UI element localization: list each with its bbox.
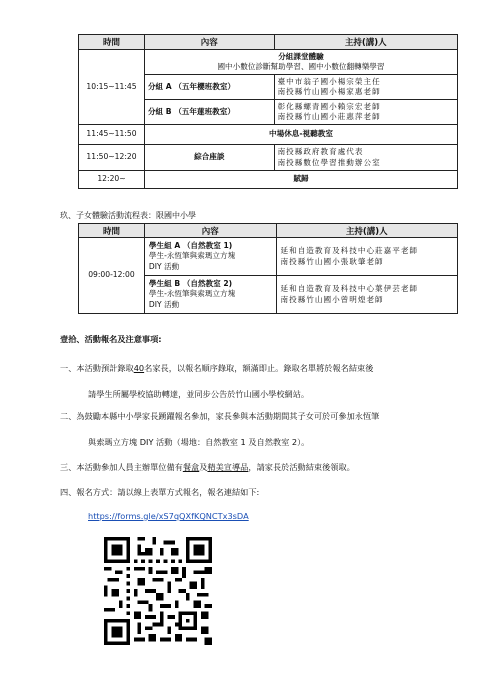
section-heading-10: 壹拾、活動報名及注意事項: (60, 334, 162, 344)
header-time: 時間 (79, 224, 145, 238)
host-line: 延和自造教育及科技中心莊嘉平老師 (280, 246, 419, 255)
group-desc: 學生-永恆筆與索瑪立方塊 (148, 289, 236, 299)
break-content: 中場休息-視聽教室 (144, 125, 457, 145)
gift-meal-box: 餐盒 (182, 462, 200, 472)
session-subtitle: 國中小數位診斷幫助學習、國中小數位翻轉樂學習 (217, 62, 385, 71)
group-desc: 學生-永恆筆與索瑪立方塊 (148, 251, 236, 261)
notice-item-1-cont: 請學生所屬學校協助轉達，並同步公告於竹山國小學校網站。 (88, 389, 310, 399)
enrollment-count: 40 (133, 363, 145, 373)
group-a-hosts (274, 75, 457, 100)
host-line: 臺中市翁子國小楊宗榮主任 (277, 76, 381, 86)
host-line: 彰化縣螺青國小賴宗宏老師 (277, 101, 381, 111)
return-time: 12:20~ (79, 171, 145, 189)
group-desc: DIY 活動 (148, 261, 180, 271)
session-title: 分組課堂體驗 (278, 51, 324, 61)
session-time: 10:15~11:45 (79, 50, 145, 125)
host-line: 南投縣竹山國小張耿肇老師 (280, 256, 384, 266)
header-content: 內容 (144, 35, 274, 50)
host-line: 南投縣數位學習推動辦公室 (277, 157, 381, 167)
notice-item-3 (60, 462, 355, 473)
break-time: 11:45~11:50 (79, 125, 145, 145)
group-title: 學生組 B （自然教室 2) (148, 278, 233, 288)
header-host: 主持(講)人 (276, 224, 457, 238)
group-b-label: 分組 B （五年蓮班教室） (144, 100, 274, 125)
forum-content: 綜合座談 (144, 145, 274, 171)
notice-item-1 (60, 363, 373, 374)
forum-hosts (274, 145, 457, 171)
host-line: 南投縣竹山國小莊惠萍老師 (277, 112, 381, 121)
group-desc: DIY 活動 (148, 299, 180, 309)
gift-promo-items: 精美宣導品 (207, 462, 249, 472)
notice-text: 名家長，以報名順序錄取，額滿即止。錄取名單將於報名結束後 (144, 363, 374, 373)
notice-text: 三、本活動參加人員主辦單位備有 (60, 462, 183, 472)
group-a-label: 分組 A （五年櫻班教室） (144, 75, 274, 100)
header-host: 主持(講)人 (274, 35, 457, 50)
forum-time: 11:50~12:20 (79, 145, 145, 171)
notice-item-2-cont: 與索瑪立方塊 DIY 活動（場地：自然教室 1 及自然教室 2）。 (88, 437, 310, 447)
host-line: 南投縣竹山國小曾明煌老師 (280, 294, 384, 304)
header-content: 內容 (144, 224, 276, 238)
host-line: 南投縣竹山國小楊家惠老師 (277, 87, 381, 96)
student-group-a (144, 238, 276, 276)
header-time: 時間 (79, 35, 145, 50)
schedule-table (78, 34, 458, 189)
registration-link[interactable]: https://forms.gle/xS7qQXfKQNCTx3sDA (88, 511, 249, 521)
session-overview (144, 50, 457, 75)
student-group-a-hosts (276, 238, 457, 276)
notice-item-2: 二、為鼓勵本縣中小學家長踴躍報名參加，家長參與本活動期間其子女可於可參加永恆筆 (60, 411, 380, 421)
group-title: 學生組 A （自然教室 1) (148, 240, 233, 250)
host-line: 南投縣政府教育處代表 (277, 147, 364, 156)
children-activity-table (78, 223, 458, 314)
qr-code-icon (104, 537, 212, 645)
return-content: 賦歸 (144, 171, 457, 189)
host-line: 延和自造教育及科技中心葉伊芸老師 (280, 284, 419, 293)
notice-text: 一、本活動預計錄取 (60, 363, 134, 373)
notice-item-4: 四、報名方式：請以線上表單方式報名，報名連結如下: (60, 487, 260, 497)
student-group-b-hosts (276, 276, 457, 314)
section-heading-9: 玖、子女體驗活動流程表：限國中小學 (60, 211, 196, 220)
notice-text: 及 (199, 462, 208, 472)
group-b-hosts (274, 100, 457, 125)
student-group-b (144, 276, 276, 314)
notice-text: ，請家長於活動結束後領取。 (248, 462, 355, 472)
activity-time: 09:00-12:00 (79, 238, 145, 314)
